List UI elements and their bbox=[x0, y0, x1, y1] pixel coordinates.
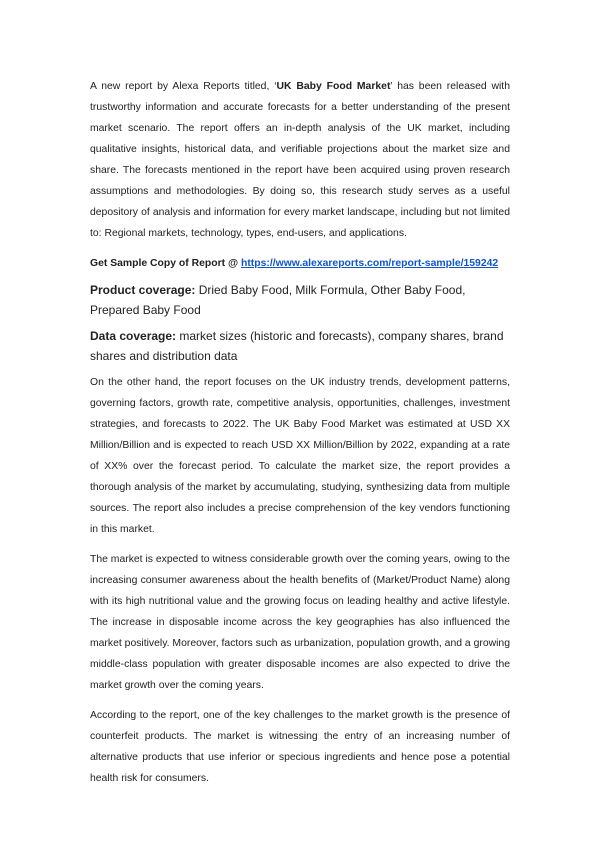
product-coverage-text: Dried Baby Food, Milk Formula, Other Baby Food, Prepared Baby Food bbox=[90, 283, 466, 317]
intro-paragraph bbox=[90, 76, 510, 244]
body-paragraph: On the other hand, the report focuses on the UK industry trends, development patterns, governing factors, growth rate, competitive analysis, opportunities, challenges, investment strategies, and forecasts to 2022. The UK Baby Food Market was estimated at USD XX Million/Billion and is expected to reach USD XX Million/Billion by 2022, expanding at a rate of XX% over the forecast period. To calculate the market size, the report provides a thorough analysis of the market by accumulating, studying, synthesizing data from multiple sources. The report also includes a precise comprehension of the key vendors functioning in this market. bbox=[90, 377, 510, 535]
document-body bbox=[90, 76, 510, 798]
report-title: UK Baby Food Market bbox=[276, 81, 391, 92]
data-coverage bbox=[90, 326, 510, 366]
sample-report-link[interactable]: https://www.alexareports.com/report-sample/159242 bbox=[241, 258, 499, 269]
data-coverage-text: market sizes (historic and forecasts), company shares, brand shares and distribution data bbox=[90, 329, 504, 363]
intro-text-start: A new report by Alexa Reports titled, ‘ bbox=[90, 81, 277, 92]
sample-label: Get Sample Copy of Report @ bbox=[90, 258, 241, 269]
product-coverage-label: Product coverage: bbox=[90, 283, 196, 297]
intro-text-rest: ’ has been released with trustworthy information and accurate forecasts for a better understanding of the present market scenario. The report offers an in-depth analysis of the UK market, including qualitative insights, historical data, and verifiable projections about the market size and share. The forecasts mentioned in the report have been acquired using proven research assumptions and methodologies. By doing so, this research study serves as a useful depository of analysis and information for every market landscape, including but not limited to: Regional markets, technology, types, end-users, and applications. bbox=[90, 81, 510, 239]
sample-request-line bbox=[90, 253, 510, 274]
product-coverage bbox=[90, 280, 510, 320]
body-paragraph: According to the report, one of the key challenges to the market growth is the presence of counterfeit products. The market is witnessing the entry of an increasing number of alternative products that use inferior or specious ingredients and hence pose a potential health risk for consumers. bbox=[90, 710, 510, 784]
data-coverage-label: Data coverage: bbox=[90, 329, 177, 343]
body-paragraph: The market is expected to witness considerable growth over the coming years, owing to the increasing consumer awareness about the health benefits of (Market/Product Name) along with its high nutritional value and the growing focus on leading healthy and active lifestyle. The increase in disposable income across the key geographies has also influenced the market positively. Moreover, factors such as urbanization, population growth, and a growing middle-class population with greater disposable incomes are also expected to drive the market growth over the coming years. bbox=[90, 554, 510, 691]
